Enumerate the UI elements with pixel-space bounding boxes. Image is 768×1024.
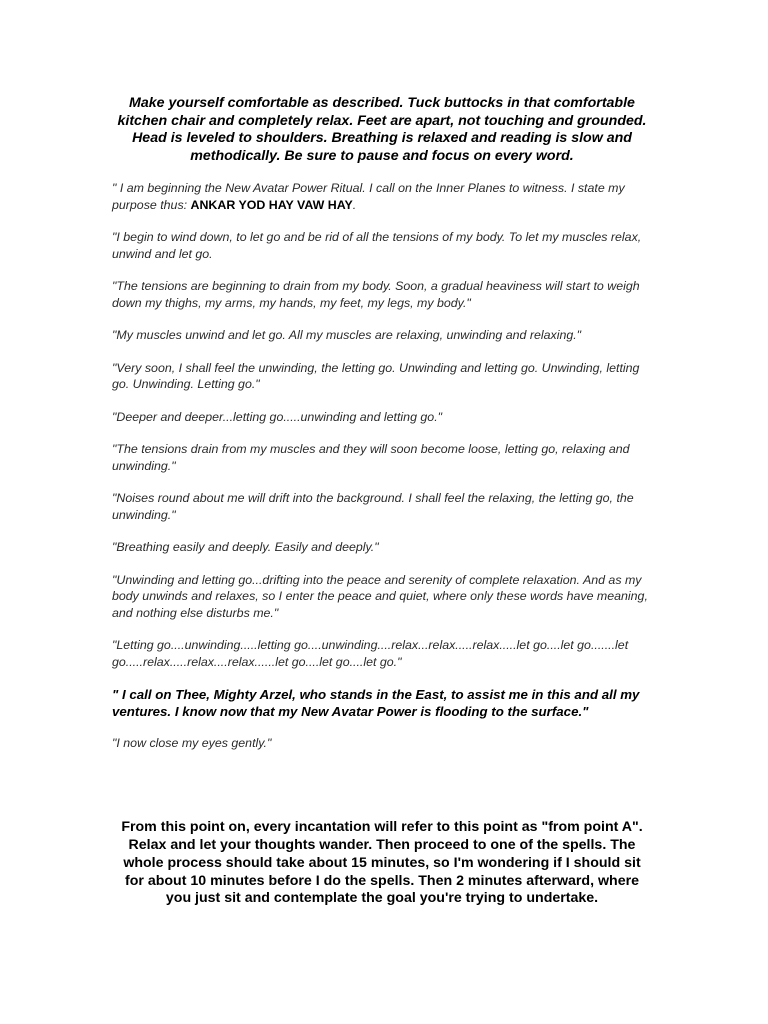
intro-instructions: Make yourself comfortable as described. Tuck buttocks in that comfortable kitchen chair and completely relax. Feet are apart, not touching and grounded. Head is leveled to shoulders. Breathing is relaxed and reading is slow and methodically. Be sure to pause and focus on every word. bbox=[117, 95, 647, 164]
ritual-paragraph-8: "Noises round about me will drift into the background. I shall feel the relaxing, the letting go, the unwinding." bbox=[112, 491, 634, 522]
invocation-arzel: " I call on Thee, Mighty Arzel, who stands in the East, to assist me in this and all my ventures. I know now that my New Avatar Power is flooding to the surface." bbox=[112, 687, 640, 719]
ritual-paragraph-11: "Letting go....unwinding.....letting go....unwinding....relax...relax.....relax.....let go....let go.......let go.....relax.....relax....relax......let go....let go....let go." bbox=[112, 638, 629, 669]
ritual-paragraph-7: "The tensions drain from my muscles and they will soon become loose, letting go, relaxing and unwinding." bbox=[112, 442, 630, 473]
ritual-paragraph-2: "I begin to wind down, to let go and be rid of all the tensions of my body. To let my muscles relax, unwind and let go. bbox=[112, 230, 642, 261]
ritual-paragraph-5: "Very soon, I shall feel the unwinding, the letting go. Unwinding and letting go. Unwinding, letting go. Unwinding. Letting go." bbox=[112, 360, 640, 391]
ritual-text bbox=[112, 95, 652, 752]
ritual-paragraph-3: "The tensions are beginning to drain from my body. Soon, a gradual heaviness will start to weigh down my thighs, my arms, my hands, my feet, my legs, my body." bbox=[112, 279, 640, 310]
closing-note: From this point on, every incantation will refer to this point as "from point A". Relax and let your thoughts wander. Then proceed to one of the spells. The whole process should take about 15 minutes, so I'm wondering if I should sit for about 10 minutes before I do the spells. Then 2 minutes afterward, where you just sit and contemplate the goal you're trying to undertake. bbox=[121, 819, 643, 907]
ritual-paragraph-1 bbox=[112, 180, 652, 213]
ritual-paragraph-4: "My muscles unwind and let go. All my muscles are relaxing, unwinding and relaxing." bbox=[112, 328, 582, 342]
ritual-paragraph-close-eyes: "I now close my eyes gently." bbox=[112, 736, 272, 750]
ritual-paragraph-9: "Breathing easily and deeply. Easily and deeply." bbox=[112, 540, 379, 554]
paragraph-1-text: " I am beginning the New Avatar Power Ritual. I call on the Inner Planes to witness. I state my purpose thus: bbox=[112, 181, 625, 212]
ritual-paragraph-6: "Deeper and deeper...letting go.....unwinding and letting go." bbox=[112, 409, 443, 424]
ritual-paragraph-10: "Unwinding and letting go...drifting into the peace and serenity of complete relaxation. And as my body unwinds and relaxes, so I enter the peace and quiet, where only these words have meaning, and nothing else disturbs me." bbox=[112, 572, 648, 620]
paragraph-1-end: . bbox=[352, 197, 357, 212]
purpose-statement: ANKAR YOD HAY VAW HAY bbox=[190, 197, 353, 212]
